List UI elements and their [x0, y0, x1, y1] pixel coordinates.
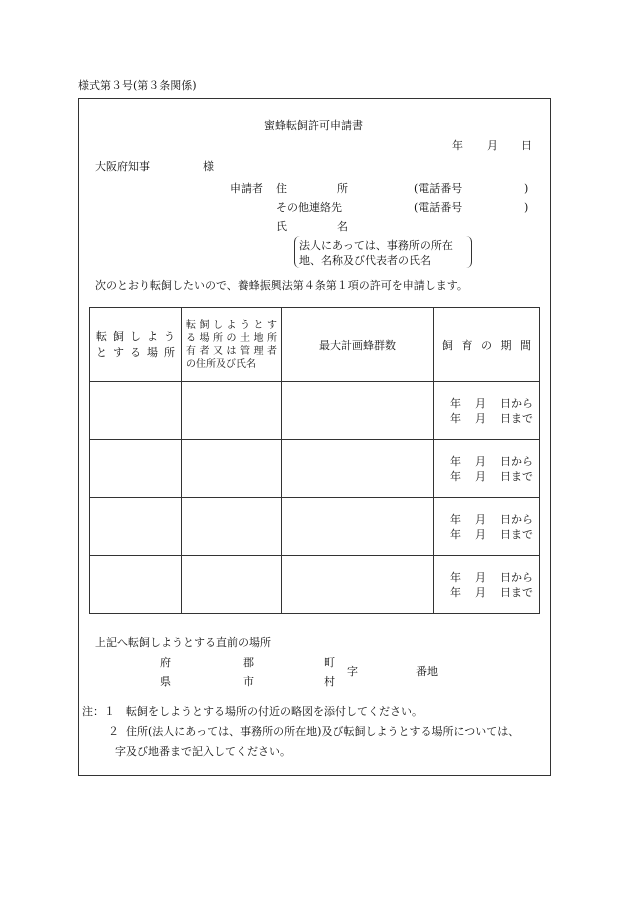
period-year: 年	[450, 585, 461, 599]
period-year: 年	[450, 469, 461, 483]
header-location-line2: とする場所	[96, 345, 175, 359]
period-month: 月	[475, 469, 486, 483]
period-year: 年	[450, 570, 461, 584]
table-header-row	[90, 308, 540, 382]
cell-location[interactable]	[90, 382, 182, 440]
banchi: 番地	[416, 665, 438, 678]
period-to	[434, 469, 533, 484]
phone-close-2: )	[524, 201, 529, 214]
note-2-line2: 字及び地番まで記入してください。	[115, 745, 291, 758]
form-title: 蜜蜂転飼許可申請書	[264, 119, 363, 132]
table-row	[90, 382, 540, 440]
period-from-label: 日から	[500, 396, 533, 410]
cell-location[interactable]	[90, 440, 182, 498]
period-year: 年	[450, 512, 461, 526]
cell-colonies[interactable]	[282, 498, 434, 556]
cell-colonies[interactable]	[282, 556, 434, 614]
cell-owner[interactable]	[182, 556, 282, 614]
period-from	[434, 512, 533, 527]
period-year: 年	[450, 527, 461, 541]
corporate-note-bracket	[294, 236, 472, 268]
cell-owner[interactable]	[182, 382, 282, 440]
phone-label-1: (電話番号	[414, 182, 463, 195]
period-month: 月	[475, 527, 486, 541]
relocation-table	[89, 307, 540, 614]
header-location	[90, 308, 182, 382]
header-owner-line2: る場所の土地所	[186, 332, 277, 344]
applicant-label: 申請者	[230, 182, 263, 195]
phone-close-1: )	[524, 182, 529, 195]
period-month: 月	[475, 512, 486, 526]
notes-prefix: 注：１	[82, 705, 115, 718]
period-to	[434, 411, 533, 426]
period-from-label: 日から	[500, 570, 533, 584]
prefecture-ken: 県	[160, 675, 171, 688]
other-contact-label: その他連絡先	[276, 201, 342, 214]
period-from	[434, 570, 533, 585]
period-to	[434, 527, 533, 542]
phone-label-2: (電話番号	[414, 201, 463, 214]
period-from-label: 日から	[500, 512, 533, 526]
cell-colonies[interactable]	[282, 440, 434, 498]
address-label-2: 所	[337, 182, 348, 195]
header-owner-line4: の住所及び氏名	[186, 358, 256, 370]
form-number: 様式第３号(第３条関係)	[78, 79, 197, 92]
district-gun: 郡	[243, 656, 254, 669]
period-month: 月	[475, 585, 486, 599]
cell-period[interactable]	[434, 382, 540, 440]
period-year: 年	[450, 454, 461, 468]
name-label-1: 氏	[276, 220, 287, 233]
town-machi: 町	[324, 656, 335, 669]
village-mura: 村	[324, 675, 335, 688]
period-to-label: 日まで	[500, 585, 533, 599]
cell-owner[interactable]	[182, 498, 282, 556]
period-to-label: 日まで	[500, 411, 533, 425]
note-2-line1: 住所(法人にあっては、事務所の所在地)及び転飼しようとする場所については、	[126, 725, 520, 738]
period-year: 年	[450, 411, 461, 425]
period-month: 月	[475, 396, 486, 410]
date-month: 月	[487, 139, 498, 152]
date-year: 年	[452, 139, 463, 152]
cell-location[interactable]	[90, 556, 182, 614]
period-to-label: 日まで	[500, 527, 533, 541]
cell-colonies[interactable]	[282, 382, 434, 440]
table-row	[90, 440, 540, 498]
addressee-honorific: 様	[203, 160, 214, 173]
period-from	[434, 454, 533, 469]
period-to	[434, 585, 533, 600]
header-colonies: 最大計画蜂群数	[282, 308, 434, 382]
date-day: 日	[521, 139, 532, 152]
cell-location[interactable]	[90, 498, 182, 556]
corporate-note-line2: 地、名称及び代表者の氏名	[299, 254, 431, 267]
period-from-label: 日から	[500, 454, 533, 468]
address-label-1: 住	[276, 182, 287, 195]
addressee-name: 大阪府知事	[95, 160, 150, 173]
cell-period[interactable]	[434, 556, 540, 614]
prefecture-fu: 府	[160, 656, 171, 669]
period-year: 年	[450, 396, 461, 410]
note-2-number: ２	[108, 725, 119, 738]
period-to-label: 日まで	[500, 469, 533, 483]
table-row	[90, 498, 540, 556]
table-row	[90, 556, 540, 614]
city-shi: 市	[243, 675, 254, 688]
aza: 字	[347, 665, 358, 678]
name-label-2: 名	[337, 220, 348, 233]
corporate-note-line1: 法人にあっては、事務所の所在	[299, 239, 453, 252]
header-period: 飼育の期間	[434, 308, 540, 382]
cell-period[interactable]	[434, 498, 540, 556]
period-from	[434, 396, 533, 411]
note-1: 転飼をしようとする場所の付近の略図を添付してください。	[126, 705, 423, 718]
period-month: 月	[475, 411, 486, 425]
previous-location-label: 上記へ転飼しようとする直前の場所	[95, 636, 271, 649]
cell-period[interactable]	[434, 440, 540, 498]
cell-owner[interactable]	[182, 440, 282, 498]
period-month: 月	[475, 454, 486, 468]
header-owner-line1: 転飼しようとす	[186, 319, 277, 331]
header-owner-line3: 有者又は管理者	[186, 345, 277, 357]
header-location-line1: 転飼しよう	[96, 329, 175, 343]
period-month: 月	[475, 570, 486, 584]
intro-text: 次のとおり転飼したいので、養蜂振興法第４条第１項の許可を申請します。	[95, 279, 468, 292]
header-owner	[182, 308, 282, 382]
